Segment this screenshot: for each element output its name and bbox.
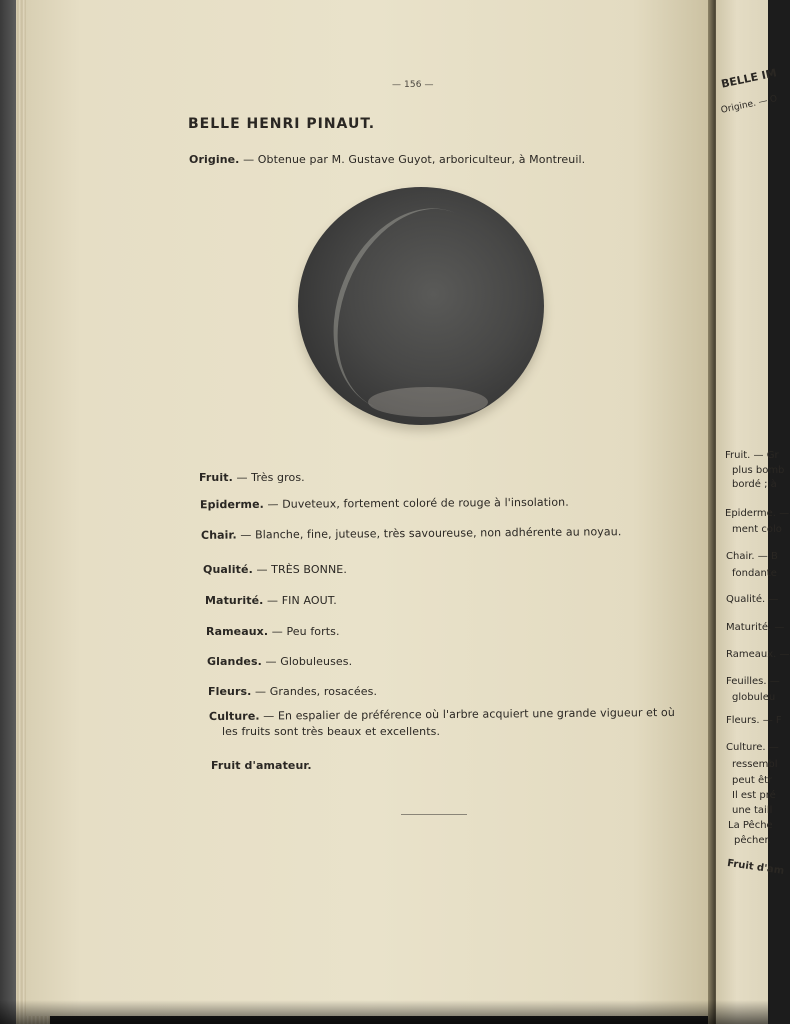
page-number: — 156 — bbox=[392, 80, 434, 90]
right-line: pêcher. bbox=[734, 835, 771, 846]
right-line: Fruit. — Gr bbox=[725, 450, 779, 461]
right-line: fondante bbox=[732, 568, 777, 579]
right-line: bordé ; à bbox=[732, 479, 777, 490]
page-title: BELLE HENRI PINAUT. bbox=[188, 116, 376, 132]
entry-qualite bbox=[203, 563, 347, 576]
entry-text: — FIN AOUT. bbox=[263, 594, 337, 607]
right-line: plus bomb bbox=[732, 465, 785, 476]
right-line: Qualité. — bbox=[726, 594, 779, 605]
entry-text: — Très gros. bbox=[232, 471, 305, 484]
entry-chair bbox=[201, 525, 622, 542]
right-line: Fruit d'am bbox=[726, 858, 785, 877]
right-line: Il est pré bbox=[732, 790, 776, 801]
entry-label: Maturité. bbox=[205, 594, 264, 607]
bottom-shadow bbox=[0, 1000, 768, 1024]
entry-label: Rameaux. bbox=[206, 625, 269, 638]
right-page bbox=[716, 0, 790, 1024]
entry-epiderme bbox=[200, 496, 569, 512]
end-rule bbox=[401, 814, 467, 815]
origin-text: — Obtenue par M. Gustave Guyot, arboriculteur, à Montreuil. bbox=[239, 153, 586, 166]
entry-text: — Globuleuses. bbox=[261, 655, 353, 668]
right-line: Feuilles. — bbox=[726, 676, 780, 687]
right-line: ressembl bbox=[732, 759, 778, 770]
entry-text: — Blanche, fine, juteuse, très savoureuse, non adhérente au noyau. bbox=[236, 525, 622, 542]
entry-glandes bbox=[207, 655, 352, 668]
left-page bbox=[26, 0, 716, 1016]
entry-label: Glandes. bbox=[207, 655, 262, 668]
right-title-fragment: BELLE IM bbox=[720, 66, 778, 91]
entry-label: Fruit. bbox=[199, 471, 233, 484]
entry-culture bbox=[209, 706, 675, 723]
right-line: Rameaux. — bbox=[726, 649, 790, 660]
right-line: globuleu bbox=[732, 692, 776, 703]
entry-fruit bbox=[199, 471, 305, 484]
right-origin-fragment: Origine. — O bbox=[720, 94, 779, 116]
right-line: Maturité. — bbox=[726, 622, 785, 633]
right-line: La Pêche bbox=[728, 820, 773, 831]
right-line: Fleurs. — F bbox=[726, 715, 782, 726]
fruit-amateur-label: Fruit d'amateur. bbox=[211, 759, 312, 772]
entry-text: — Peu forts. bbox=[268, 625, 340, 638]
entry-label: Epiderme. bbox=[199, 497, 264, 512]
entry-label: Qualité. bbox=[203, 563, 253, 576]
entry-text: — Duveteux, fortement coloré de rouge à l'insolation. bbox=[263, 495, 569, 511]
entry-rameaux bbox=[206, 625, 340, 638]
right-line: une taill bbox=[732, 805, 773, 816]
culture-continuation: les fruits sont très beaux et excellents. bbox=[222, 725, 441, 738]
origin-label: Origine. bbox=[189, 153, 240, 166]
right-line: ment colo bbox=[732, 524, 782, 535]
entry-text: — TRÈS BONNE. bbox=[252, 563, 347, 576]
entry-text: — En espalier de préférence où l'arbre acquiert une grande vigueur et où bbox=[259, 705, 675, 723]
entry-label: Chair. bbox=[200, 528, 237, 542]
peach-photo bbox=[298, 187, 544, 425]
entry-maturite bbox=[205, 594, 337, 607]
entry-label: Fleurs. bbox=[208, 685, 252, 698]
right-line: Culture. — bbox=[726, 742, 779, 753]
entry-text: — Grandes, rosacées. bbox=[251, 685, 378, 698]
right-line: peut êtr bbox=[732, 775, 773, 786]
entry-fleurs bbox=[208, 685, 377, 698]
entry-label: Culture. bbox=[208, 709, 260, 724]
origin-line bbox=[189, 153, 585, 166]
right-line: Epiderme. — bbox=[725, 508, 790, 519]
right-line: Chair. — B bbox=[726, 551, 778, 562]
